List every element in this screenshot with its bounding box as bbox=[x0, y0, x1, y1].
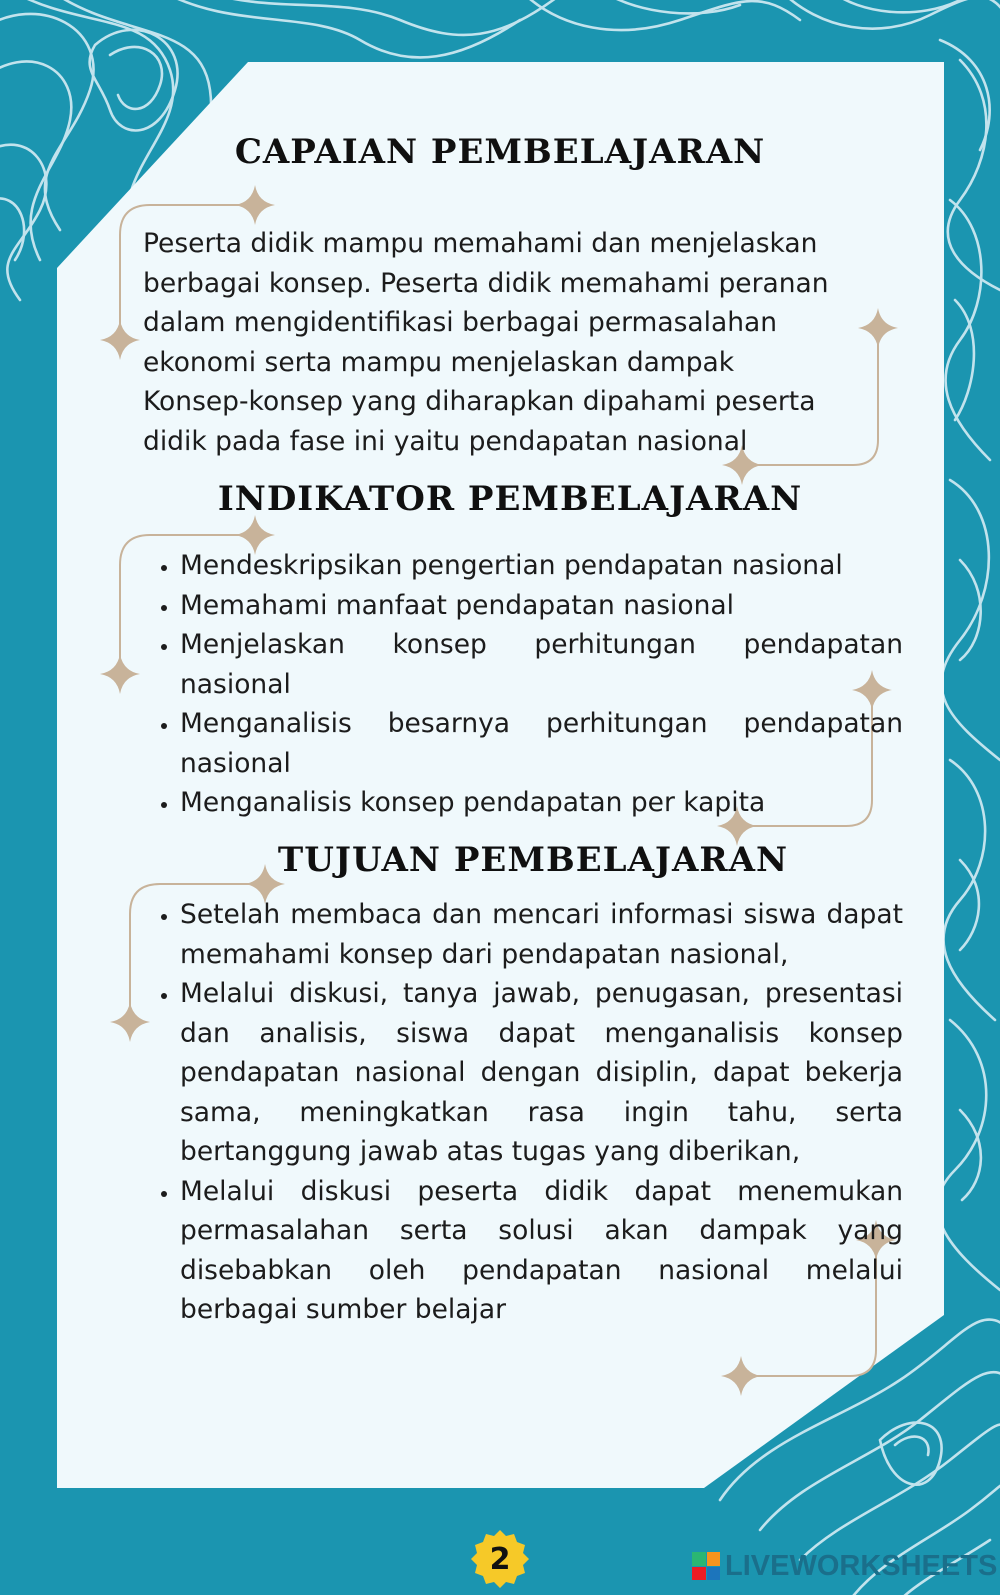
section-title-capaian: CAPAIAN PEMBELAJARAN bbox=[234, 132, 766, 172]
brand-name: LIVEWORKSHEETS bbox=[725, 1549, 998, 1582]
list-item: • Setelah membaca dan mencari informasi siswa dapat memahami konsep dari pendapatan nasional, bbox=[180, 895, 903, 974]
capaian-paragraph: Peserta didik mampu memahami dan menjelaskan berbagai konsep. Peserta didik memahami peranan dalam mengidentifikasi berbagai permasalahan ekonomi serta mampu menjelaskan dampak Konsep-konsep yang diharapkan dipahami peserta didik pada fase ini yaitu pendapatan nasional bbox=[143, 228, 829, 457]
list-item: • Memahami manfaat pendapatan nasional bbox=[180, 586, 903, 626]
liveworksheets-logo[interactable] bbox=[692, 1548, 997, 1584]
list-item: • Melalui diskusi peserta didik dapat menemukan permasalahan serta solusi akan dampak yang disebabkan oleh pendapatan nasional melalui berbagai sumber belajar bbox=[180, 1172, 903, 1330]
page-number: 2 bbox=[489, 1542, 511, 1577]
section-title-indikator: INDIKATOR PEMBELAJARAN bbox=[217, 479, 803, 519]
indikator-list bbox=[143, 546, 903, 823]
liveworksheets-icon bbox=[692, 1552, 720, 1580]
list-item: • Menganalisis besarnya perhitungan pendapatan nasional bbox=[180, 704, 903, 783]
list-item: • Menjelaskan konsep perhitungan pendapatan nasional bbox=[180, 625, 903, 704]
list-item: • Menganalisis konsep pendapatan per kapita bbox=[180, 783, 903, 823]
section-title-tujuan: TUJUAN PEMBELAJARAN bbox=[277, 840, 789, 880]
list-item: • Mendeskripsikan pengertian pendapatan nasional bbox=[180, 546, 903, 586]
tujuan-list bbox=[143, 895, 903, 1330]
list-item: • Melalui diskusi, tanya jawab, penugasan, presentasi dan analisis, siswa dapat menganalisis konsep pendapatan nasional dengan disiplin, dapat bekerja sama, meningkatkan rasa ingin tahu, serta bertanggung jawab atas tugas yang diberikan, bbox=[180, 974, 903, 1172]
